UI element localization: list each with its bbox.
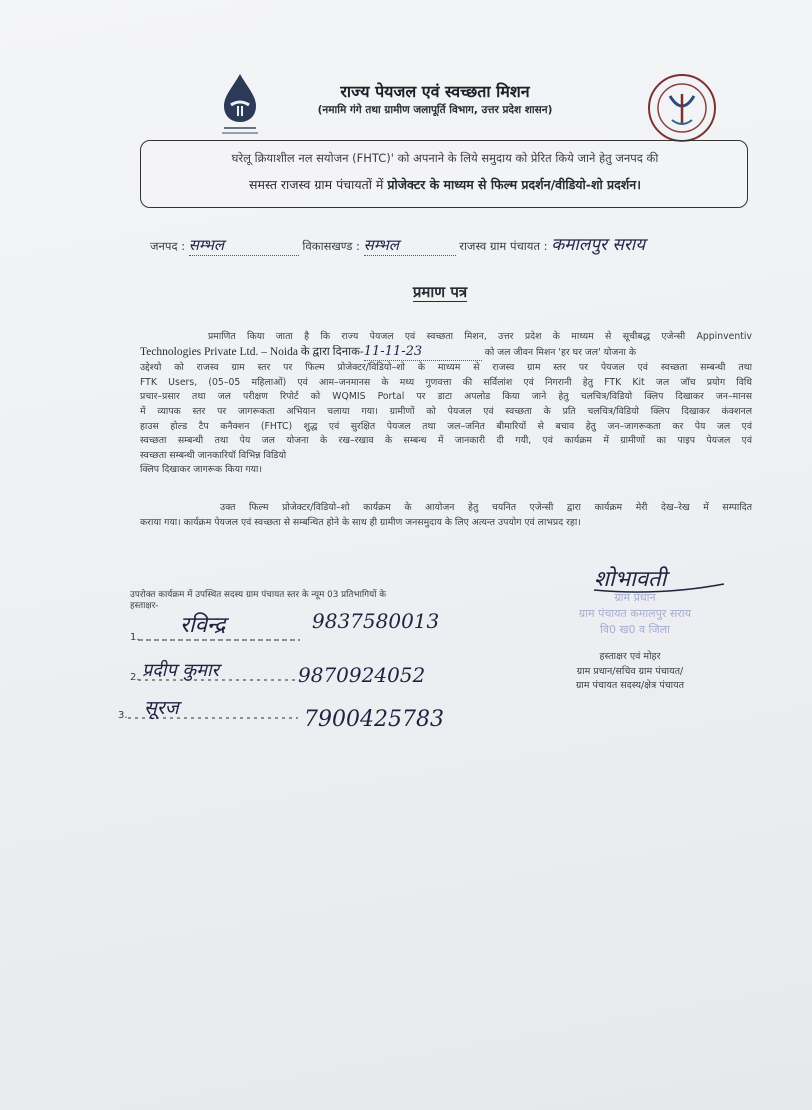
- banner-line-1: घरेलू क्रियाशील नल सयोजन (FHTC)' को अपनाने के लिये समुदाय को प्रेरित किये जाने हेतु जनपद की: [231, 151, 659, 165]
- banner-line-2-bold: प्रोजेक्टर के माध्यम से फिल्म प्रदर्शन/वीडियो-शो प्रदर्शन।: [387, 177, 641, 192]
- participant-phone: 9870924052: [298, 663, 426, 687]
- block-field: [364, 235, 456, 256]
- village-value: कमालपुर सराय: [551, 235, 646, 255]
- banner-line-2-plain: समस्त राजस्व ग्राम पंचायतों में: [249, 177, 388, 192]
- participant-name: प्रदीप कुमार: [142, 660, 220, 681]
- participant-phone: 7900425783: [304, 707, 444, 732]
- certificate-body: [140, 330, 752, 478]
- participant-row: [118, 694, 518, 738]
- block-value: सम्भल: [363, 236, 399, 254]
- location-fields: [150, 232, 770, 256]
- district-label: जनपद :: [150, 239, 186, 253]
- certificate-title: प्रमाण पत्र: [412, 283, 468, 301]
- participant-name: सूरज: [144, 697, 179, 719]
- village-label: राजस्व ग्राम पंचायत :: [459, 239, 548, 253]
- body-line: उद्देश्यो को राजस्व ग्राम स्तर पर फिल्म प्रोजेक्टर/विडियो–शो के माध्यम से राजस्व ग्राम स्तर पर पेयजल एवं स्वच्छता सम्बन्धी तथा: [140, 362, 752, 374]
- participant-name: रविन्द्र: [180, 613, 226, 638]
- participant-number: 1.: [130, 632, 140, 643]
- signature-caption: हस्ताक्षर एवं मोहर ग्राम प्रधान/सचिव ग्राम पंचायत/ ग्राम पंचायत सदस्य/क्षेत्र पंचायत: [575, 651, 685, 691]
- body-line: प्रमाणित किया जाता है कि राज्य पेयजल एवं स्वच्छता मिशन, उत्तर प्रदेश के माध्यम से सूचीबद्ध एजेन्सी Appinventiv: [208, 331, 752, 342]
- body-line: Technologies Private Ltd. – Noida के द्वारा दिनाक-11-11-23 को जल जीवन मिशन 'हर घर जल' योजना के: [140, 345, 752, 362]
- body-line: उक्त फिल्म प्रोजेक्टर/विडियो–शो कार्यक्रम के आयोजन हेतु चयनित एजेन्सी द्वारा कार्यक्रम मेरी देख–रेख में सम्पादित: [220, 502, 752, 513]
- block-label: विकासखण्ड :: [302, 239, 360, 253]
- participant-number: 3.: [118, 710, 128, 721]
- body-line: FTK Users, (05–05 महिलाओं) एवं आम–जनमानस के मध्य गुणवत्ता की सर्विलांश एवं निगरानी हेतु FTK Kit जल जॉच प्रयोग विधि: [140, 376, 752, 388]
- certificate-body-2: [140, 501, 752, 530]
- participant-row: [130, 654, 530, 694]
- banner-line-2: [150, 176, 740, 193]
- body-line: हाउस होल्ड टैप कनैक्शन (FHTC) शुद्ध एवं सुरक्षित पेयजल तथा जल–जनित बीमारियों से बचाव हेतु जन–जागरूकता कर पेय जल एवं: [140, 420, 752, 432]
- participant-phone: 9837580013: [312, 609, 440, 633]
- body-line: स्वच्छता सम्बन्धी तथा पेय जल योजना के रख–रखाव के सम्बन्ध में जानकारी दी गयी, एवं कार्यक्रम में ग्रामीणों का पाइप पेयजल एवं: [140, 435, 752, 447]
- participant-number: 2.: [130, 672, 140, 683]
- water-drop-logo-icon: [214, 72, 266, 142]
- page-subtitle: (नमामि गंगे तथा ग्रामीण जलापूर्ति विभाग, उत्तर प्रदेश शासन): [317, 104, 553, 116]
- program-date: 11-11-23: [363, 344, 423, 359]
- participant-row: [130, 604, 530, 646]
- body-line: स्वच्छता सम्बन्धी जानकारियॉ विभिन्न विडियो: [140, 449, 287, 461]
- body-line: प्रचार–प्रसार तथा जल परीक्षण रिपोर्ट को WQMIS Portal पर डाटा अपलोड किया जाने हेतु चलचित्र/विडियो क्लिप दिखाकर जन–मानस: [140, 391, 752, 403]
- participants-heading: उपरोक्त कार्यक्रम में उपस्थित सदस्य ग्राम पंचायत स्तर के न्यूम 03 प्रतिभागियों के हस्ताक्षर-: [130, 590, 387, 611]
- official-stamp: ग्राम प्रधान ग्राम पंचायत कमालपुर सराय वि0 ख0 व जिला: [578, 591, 692, 636]
- up-government-emblem-icon: [646, 72, 718, 144]
- page-title: राज्य पेयजल एवं स्वच्छता मिशन: [340, 82, 530, 101]
- body-line: कराया गया। कार्यक्रम पेयजल एवं स्वच्छता से सम्बन्धित होने के साथ ही ग्रामीण जनसमुदाय के लिए अत्यन्त उपयोग एवं लाभप्रद रहा।: [140, 516, 581, 528]
- svg-text:शोभावती: शोभावती: [594, 567, 667, 592]
- district-value: सम्भल: [188, 236, 225, 254]
- body-line: क्लिप दिखाकर जागरूक किया गया।: [140, 464, 262, 476]
- body-line: में व्यापक स्तर पर जागरूकता अभियान चलाया गया। ग्रामीणों को पेयजल एवं स्वच्छता के प्रति चलचित्र/विडियो क्लिप दिखाकर कंक्शनल: [140, 405, 752, 417]
- district-field: [189, 235, 299, 256]
